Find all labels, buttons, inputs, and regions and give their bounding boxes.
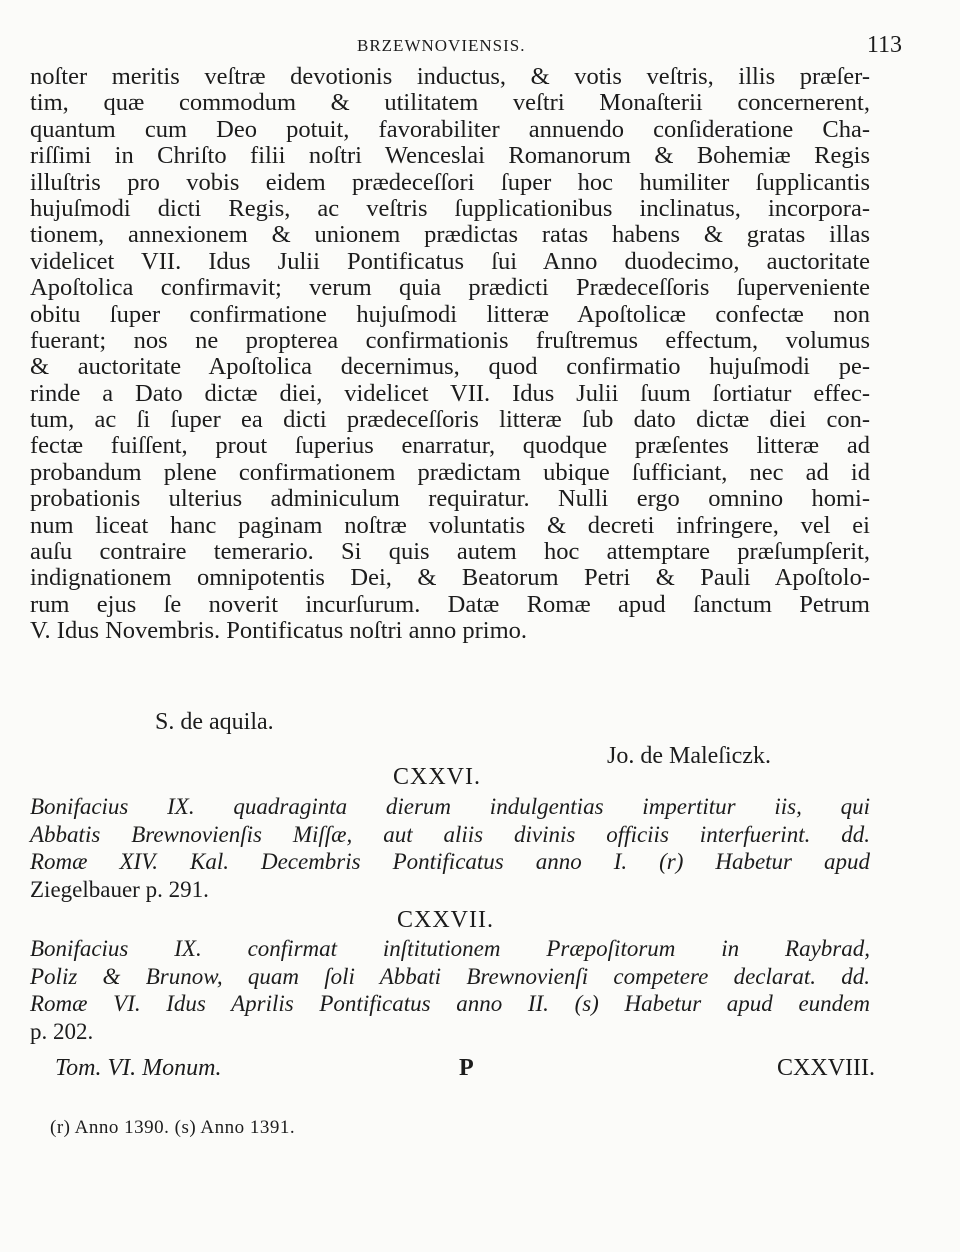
entry-line: Abbatis Brewnovienſis Miſſæ, aut aliis divinis officiis interfuerint. dd. xyxy=(30,821,870,847)
text-line: indignationem omnipotentis Dei, & Beatorum Petri & Pauli Apoſtolo- xyxy=(30,564,870,592)
entry-number: CXXVI. xyxy=(393,764,481,790)
text-line: noſter meritis veſtræ devotionis inductus, & votis veſtris, illis præſer- xyxy=(30,63,870,90)
text-line: quantum cum Deo potuit, favorabiliter annuendo conſideratione Cha- xyxy=(30,115,870,143)
signature-line xyxy=(55,1055,875,1085)
text-line: num liceat hanc paginam noſtræ voluntatis & decreti infringere, vel ei xyxy=(30,511,870,539)
text-line: rinde a Dato dictæ diei, videlicet VII. Idus Julii ſuum ſortiatur effec- xyxy=(30,379,870,407)
text-line: obitu ſuper confirmatione hujuſmodi litteræ Apoſtolicæ confectæ non xyxy=(30,300,870,328)
main-text xyxy=(30,64,870,645)
text-line: videlicet VII. Idus Julii Pontificatus ſui Anno duodecimo, auctoritate xyxy=(30,247,870,275)
text-line: hujuſmodi dicti Regis, ac veſtris ſupplicationibus inclinatus, incorpora- xyxy=(30,194,870,222)
text-line: tum, ac ſi ſuper ea dicti prædeceſſoris litteræ ſub dato dictæ diei con- xyxy=(30,406,870,434)
entry-line: Romæ VI. Idus Aprilis Pontificatus anno II. (s) Habetur apud eundem xyxy=(30,991,870,1016)
text-line: probationis ulterius adminiculum requiratur. Nulli ergo omnino homi- xyxy=(30,485,870,513)
text-line: tim, quæ commodum & utilitatem veſtri Monaſterii concernerent, xyxy=(30,89,870,117)
entry-line: Bonifacius IX. quadraginta dierum indulgentias impertitur iis, qui xyxy=(30,794,870,819)
volume-reference: Tom. VI. Monum. xyxy=(55,1055,222,1081)
entry-summary xyxy=(30,793,870,903)
entry-number: CXXVII. xyxy=(397,907,494,933)
text-line: & auctoritate Apoſtolica decernimus, quod confirmatio hujuſmodi pe- xyxy=(30,353,870,381)
catchword: CXXVIII. xyxy=(777,1055,875,1081)
text-line: fectæ fuiſſent, prout ſuperius enarratur, quodque præſentes litteræ ad xyxy=(30,432,870,460)
page-number: 113 xyxy=(866,32,902,58)
entry-line: p. 202. xyxy=(30,1018,94,1044)
entry-line: Ziegelbauer p. 291. xyxy=(30,876,209,902)
text-line: fuerant; nos ne propterea confirmationis fruſtremus effectum, volumus xyxy=(30,326,870,354)
text-line: Apoſtolica confirmavit; verum quia prædicti Prædeceſſoris ſuperveniente xyxy=(30,274,870,302)
entry-line: Romæ XIV. Kal. Decembris Pontificatus anno I. (r) Habetur apud xyxy=(30,849,870,874)
text-line: probandum plene confirmationem prædictam ubique ſufficiant, nec ad id xyxy=(30,458,870,486)
text-line: riſſimi in Chriſto filii noſtri Wenceslai Romanorum & Bohemiæ Regis xyxy=(30,142,870,170)
page-header xyxy=(0,30,960,60)
text-line: V. Idus Novembris. Pontificatus noſtri anno primo. xyxy=(30,617,527,645)
signature-left: S. de aquila. xyxy=(155,709,274,735)
text-line: rum ejus ſe noverit incurſurum. Datæ Romæ apud ſanctum Petrum xyxy=(30,590,870,618)
entry-line: Bonifacius IX. confirmat inſtitutionem Præpoſitorum in Raybrad, xyxy=(30,936,870,961)
entry-line: Poliz & Brunow, quam ſoli Abbati Brewnovienſi competere declarat. dd. xyxy=(30,963,870,989)
text-line: tionem, annexionem & unionem prædictas ratas habens & gratas illas xyxy=(30,221,870,249)
text-line: illuſtris pro vobis eidem prædeceſſori ſuper hoc humiliter ſupplicantis xyxy=(30,168,870,196)
signature-mark: P xyxy=(459,1055,474,1081)
footnotes: (r) Anno 1390. (s) Anno 1391. xyxy=(50,1117,296,1138)
entry-summary xyxy=(30,935,870,1045)
text-line: auſu contraire temerario. Si quis autem hoc attemptare præſumpſerit, xyxy=(30,538,870,566)
signature-right: Jo. de Maleſiczk. xyxy=(607,743,771,769)
running-title: BRZEWNOVIENSIS. xyxy=(357,36,526,55)
